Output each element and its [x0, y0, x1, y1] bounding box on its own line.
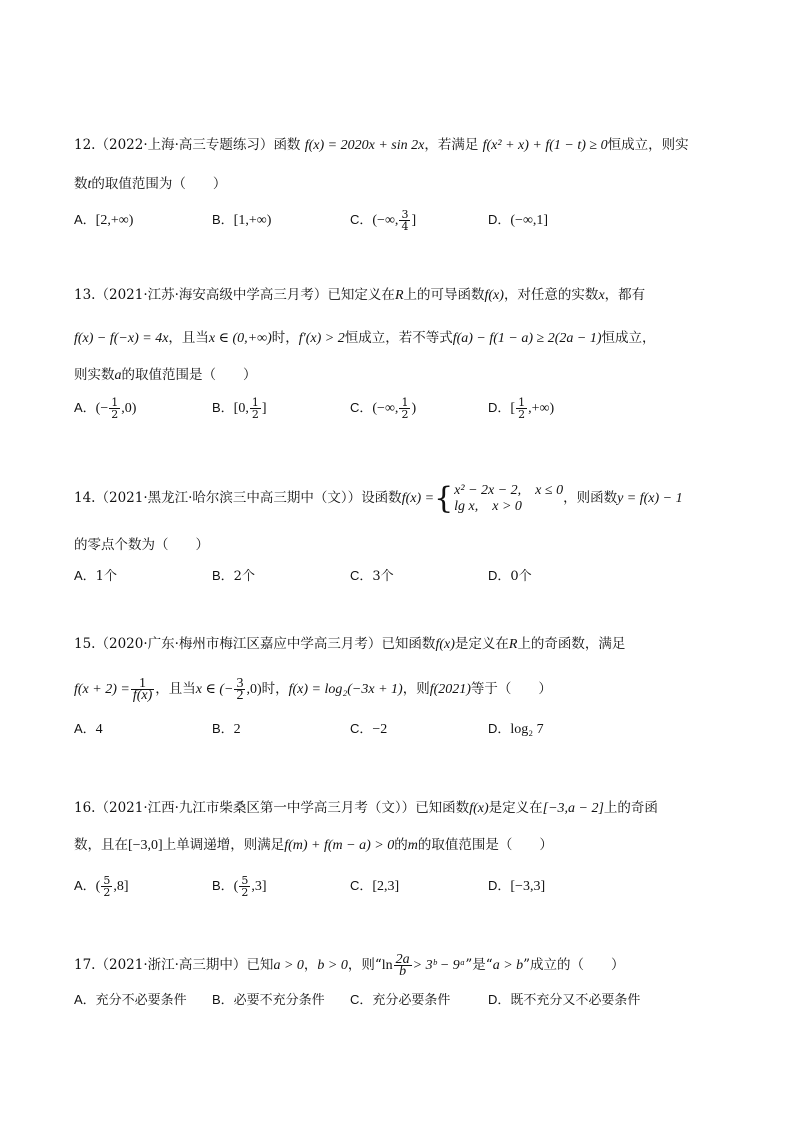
question-text: 恒成立，则实: [607, 137, 689, 153]
formula: f(x) − f(−x) = 4x: [74, 331, 169, 346]
formula: t: [87, 177, 92, 192]
fraction: [131, 678, 154, 701]
option-label: A．: [74, 400, 96, 415]
question-text: 恒成立，若不等式: [344, 330, 453, 346]
question-12-line-2: [74, 174, 226, 195]
denominator: b: [399, 964, 407, 979]
option-a[interactable]: [74, 209, 133, 232]
question-14-line-1: [74, 480, 683, 517]
option-value: (−∞,: [372, 401, 399, 416]
option-value: −2: [372, 722, 388, 737]
question-13-line-2: [74, 328, 655, 349]
question-source: （2022·上海·高三专题练习）: [95, 137, 274, 153]
formula: ln: [381, 958, 393, 973]
numerator: 1: [111, 396, 119, 409]
question-12-line-1: [74, 135, 689, 156]
question-text: 上的奇函数，满足: [517, 636, 626, 652]
formula: [−3,a − 2]: [542, 801, 604, 816]
question-14-line-2: [74, 535, 209, 555]
question-source: （2021·江西·九江市柴桑区第一中学高三月考（文））: [95, 800, 416, 816]
numerator: 3: [401, 208, 409, 221]
option-label: C．: [350, 568, 373, 583]
option-label: D．: [488, 992, 511, 1007]
option-label: A．: [74, 721, 96, 736]
option-value: ,+∞): [528, 401, 555, 416]
option-value: ]: [261, 401, 267, 416]
question-source: （2021·浙江·高三期中）: [95, 957, 247, 973]
option-d[interactable]: [488, 875, 545, 898]
formula: f(m) + f(m − a) > 0: [284, 838, 395, 853]
formula: a > 0: [273, 958, 304, 973]
option-b[interactable]: [212, 565, 255, 588]
denominator: 2: [241, 886, 249, 899]
fraction: [250, 397, 261, 420]
option-a[interactable]: [74, 565, 117, 588]
option-c[interactable]: [350, 209, 416, 232]
numerator: 1: [518, 396, 526, 409]
denominator: 2: [401, 408, 409, 421]
option-value: 充分不必要条件: [95, 993, 187, 1008]
fraction: [399, 209, 410, 232]
option-c[interactable]: [350, 397, 416, 420]
formula: [−3,0]: [128, 838, 163, 853]
denominator: 2: [236, 688, 244, 703]
formula: x: [598, 288, 605, 303]
formula: x ∈ (0,+∞): [208, 331, 272, 346]
formula: f(2021): [429, 682, 471, 697]
option-b[interactable]: [212, 718, 241, 741]
option-label: A．: [74, 878, 96, 893]
question-number: 12.: [74, 137, 96, 153]
formula: a: [114, 368, 122, 383]
option-value: 既不充分又不必要条件: [510, 993, 641, 1008]
question-text: 的取值范围是（ ）: [417, 837, 553, 853]
option-value: (−: [95, 401, 109, 416]
question-source: （2021·黑龙江·哈尔滨三中高三期中（文））: [95, 490, 362, 506]
question-number: 17.: [74, 957, 96, 973]
option-b[interactable]: [212, 989, 325, 1012]
question-text: ，: [303, 957, 318, 973]
question-text: 已知: [246, 957, 274, 973]
option-value: [1,+∞): [233, 213, 272, 228]
option-value: 2: [233, 722, 241, 737]
piece-1: x² − 2x − 2, x ≤ 0: [454, 482, 564, 498]
option-label: D．: [488, 721, 511, 736]
question-number: 14.: [74, 490, 96, 506]
question-number: 15.: [74, 636, 96, 652]
option-label: A．: [74, 568, 96, 583]
question-15-line-1: [74, 634, 625, 655]
option-value: 充分必要条件: [372, 993, 451, 1008]
fraction: [109, 397, 120, 420]
formula: a > b: [492, 958, 524, 973]
question-text: 是定义在: [488, 800, 543, 816]
formula: f(x): [435, 637, 455, 652]
question-text: ，都有: [604, 287, 646, 303]
question-13-line-3: [74, 365, 257, 386]
option-d[interactable]: [488, 989, 640, 1012]
option-label: D．: [488, 400, 511, 415]
fraction: [394, 954, 412, 977]
formula: f(a) − f(1 − a) ≥ 2(2a − 1): [452, 331, 602, 346]
option-value: [2,3]: [372, 879, 400, 894]
left-brace: {: [434, 480, 454, 516]
option-label: B．: [212, 878, 234, 893]
question-text: ”成立的（ ）: [523, 957, 625, 973]
question-source: （2020·广东·梅州市梅江区嘉应中学高三月考）: [95, 636, 382, 652]
option-value: ]: [411, 213, 417, 228]
option-d[interactable]: [488, 209, 548, 232]
option-label: B．: [212, 992, 234, 1007]
question-text: 上的可导函数: [403, 287, 485, 303]
option-c[interactable]: [350, 718, 387, 741]
question-text: ，则“: [347, 957, 382, 973]
option-value: ): [411, 401, 417, 416]
question-text: ，且当: [168, 330, 209, 346]
numerator: 3: [236, 676, 244, 691]
formula: ,0): [246, 682, 262, 697]
numerator: 1: [251, 396, 259, 409]
denominator: 2: [518, 408, 526, 421]
option-value: 4: [95, 722, 103, 737]
formula: b > 0: [317, 958, 348, 973]
option-value: 2个: [233, 569, 255, 584]
question-source: （2021·江苏·海安高级中学高三月考）: [95, 287, 328, 303]
option-label: A．: [74, 212, 96, 227]
option-value: (: [95, 879, 101, 894]
option-a[interactable]: [74, 875, 129, 898]
question-text: 的取值范围是（ ）: [121, 367, 257, 383]
option-label: D．: [488, 878, 511, 893]
formula: f(x) = log₂(−3x + 1): [288, 682, 403, 697]
option-value: 1个: [95, 569, 117, 584]
option-value: [: [510, 401, 516, 416]
question-text: 的取值范围为（ ）: [91, 176, 227, 192]
formula: y = f(x) − 1: [617, 491, 683, 506]
question-text: ，且当: [155, 681, 196, 697]
formula: m: [407, 838, 418, 853]
question-text: 数，且在: [74, 837, 128, 853]
option-value: (−∞,1]: [510, 213, 549, 228]
fraction: [101, 875, 112, 898]
question-text: ，若满足: [424, 137, 479, 153]
option-b[interactable]: [212, 875, 267, 898]
option-label: B．: [212, 212, 234, 227]
fraction: [516, 397, 527, 420]
option-value: 3个: [372, 569, 394, 584]
question-text: 时，: [271, 330, 299, 346]
option-label: B．: [212, 721, 234, 736]
option-label: C．: [350, 878, 373, 893]
denominator: 4: [401, 220, 409, 233]
option-value: [0,: [233, 401, 249, 416]
question-text: 恒成立，: [601, 330, 656, 346]
option-label: D．: [488, 568, 511, 583]
denominator: 2: [103, 886, 111, 899]
numerator: 1: [131, 678, 154, 690]
numerator: 5: [241, 874, 249, 887]
option-label: D．: [488, 212, 511, 227]
formula: R: [508, 637, 518, 652]
option-value: [−3,3]: [510, 879, 546, 894]
option-label: B．: [212, 568, 234, 583]
formula: f(x) =: [401, 491, 435, 506]
formula: R: [394, 288, 404, 303]
formula: f(x) = 2020x + sin 2x: [304, 138, 425, 153]
option-label: A．: [74, 992, 96, 1007]
option-label: B．: [212, 400, 234, 415]
question-text: ，对任意的实数: [503, 287, 599, 303]
numerator: 1: [401, 396, 409, 409]
question-17-line-1: [74, 952, 625, 979]
option-value: (: [233, 879, 239, 894]
option-label: C．: [350, 400, 373, 415]
formula: f(x): [484, 288, 504, 303]
formula: f(x + 2) =: [74, 682, 130, 697]
question-text: ，则函数: [563, 490, 618, 506]
option-a[interactable]: [74, 397, 136, 420]
option-a[interactable]: [74, 989, 187, 1012]
option-label: C．: [350, 212, 373, 227]
question-text: 函数: [273, 137, 301, 153]
question-text: 的: [394, 837, 408, 853]
piecewise-function: [454, 483, 563, 515]
option-d[interactable]: [488, 565, 532, 588]
question-text: ，则: [402, 681, 430, 697]
formula: f(x): [469, 801, 489, 816]
denominator: 2: [111, 408, 119, 421]
option-value: 必要不充分条件: [233, 993, 325, 1008]
question-15-line-2: [74, 674, 552, 705]
option-d[interactable]: [488, 718, 544, 741]
question-13-line-1: [74, 285, 645, 306]
question-number: 13.: [74, 287, 96, 303]
fraction: [234, 678, 245, 701]
question-text: 上的奇函: [603, 800, 658, 816]
question-text: 上单调递增，则满足: [162, 837, 285, 853]
question-16-line-1: [74, 798, 658, 819]
formula: f′(x) > 2: [298, 331, 345, 346]
option-a[interactable]: [74, 718, 103, 741]
formula: f(x² + x) + f(1 − t) ≥ 0: [482, 138, 608, 153]
question-text: 数: [74, 176, 88, 192]
option-value: (−∞,: [372, 213, 399, 228]
option-b[interactable]: [212, 397, 267, 420]
denominator: f(x): [132, 688, 153, 703]
option-d[interactable]: [488, 397, 554, 420]
question-number: 16.: [74, 800, 96, 816]
formula: x ∈ (−: [195, 682, 234, 697]
option-value: ,3]: [251, 879, 267, 894]
fraction: [399, 397, 410, 420]
option-c[interactable]: [350, 989, 450, 1012]
question-text: 则实数: [74, 367, 115, 383]
option-value: log₂ 7: [510, 722, 544, 737]
question-text: 的零点个数为（ ）: [74, 537, 209, 553]
option-b[interactable]: [212, 209, 271, 232]
option-value: ,8]: [113, 879, 129, 894]
option-label: C．: [350, 721, 373, 736]
question-text: 是定义在: [454, 636, 509, 652]
numerator: 5: [103, 874, 111, 887]
option-value: 0个: [510, 569, 532, 584]
question-text: 设函数: [361, 490, 402, 506]
option-c[interactable]: [350, 565, 394, 588]
fraction: [239, 875, 250, 898]
question-text: ”是“: [465, 957, 493, 973]
question-text: 时，: [261, 681, 289, 697]
piece-2: lg x, x > 0: [454, 498, 522, 514]
option-c[interactable]: [350, 875, 399, 898]
numerator: 2a: [395, 952, 410, 967]
question-16-line-2: [74, 835, 553, 856]
question-text: 已知定义在: [327, 287, 395, 303]
question-text: 已知函数: [415, 800, 470, 816]
question-text: 等于（ ）: [470, 681, 552, 697]
option-value: ,0): [121, 401, 137, 416]
option-value: [2,+∞): [95, 213, 134, 228]
formula: > 3ᵇ − 9ᵃ: [412, 958, 466, 973]
option-label: C．: [350, 992, 373, 1007]
question-text: 已知函数: [381, 636, 436, 652]
denominator: 2: [251, 408, 259, 421]
